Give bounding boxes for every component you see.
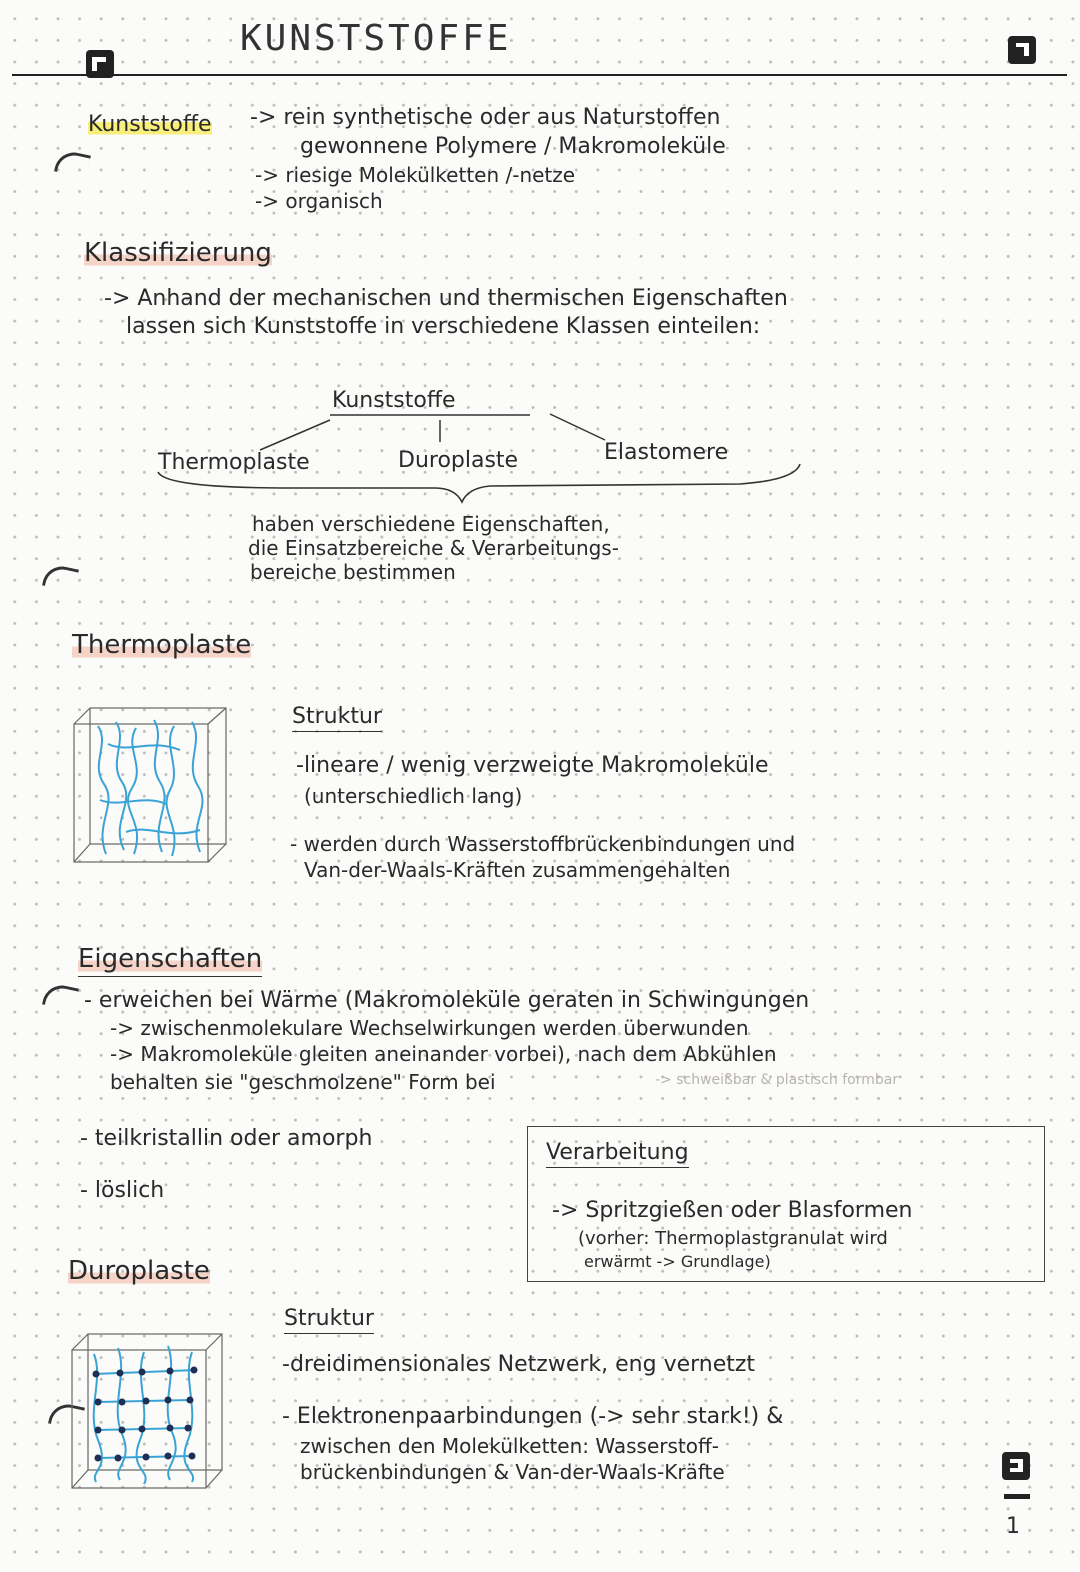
intro-line-1: -> rein synthetische oder aus Naturstoffen xyxy=(250,105,721,130)
thermoplaste-struktur-heading: Struktur xyxy=(292,704,382,732)
duroplaste-struktur-2a: - Elektronenpaarbindungen (-> sehr stark!) & xyxy=(282,1404,784,1429)
page-number: 1 xyxy=(1006,1514,1020,1539)
eigenschaften-2: - teilkristallin oder amorph xyxy=(80,1126,373,1151)
eigenschaften-1d: behalten sie "geschmolzene" Form bei xyxy=(110,1070,496,1094)
class-elastomere: Elastomere xyxy=(604,440,729,465)
duroplaste-struktur-2c: brückenbindungen & Van-der-Waals-Kräfte xyxy=(300,1460,725,1484)
duroplaste-struktur-2b: zwischen den Molekülketten: Wasserstoff- xyxy=(300,1434,719,1458)
binder-hole-icon xyxy=(54,149,91,178)
duroplaste-struktur-heading: Struktur xyxy=(284,1306,374,1334)
class-duroplaste: Duroplaste xyxy=(398,448,519,473)
binder-hole-icon xyxy=(42,563,79,592)
bookmark-icon-left xyxy=(86,50,114,78)
page-title: KUNSTSTOFFE xyxy=(240,18,512,59)
header-rule xyxy=(12,74,1067,76)
verarbeitung-heading: Verarbeitung xyxy=(546,1140,689,1168)
intro-line-2: gewonnene Polymere / Makromoleküle xyxy=(300,134,726,159)
eigenschaften-1b: -> zwischenmolekulare Wechselwirkungen werden überwunden xyxy=(110,1016,749,1040)
class-root: Kunststoffe xyxy=(332,388,456,413)
eigenschaften-1-note: -> schweißbar & plastisch formbar xyxy=(655,1072,899,1088)
eigenschaften-1a: - erweichen bei Wärme (Makromoleküle geraten in Schwingungen xyxy=(84,988,810,1013)
class-note-1: haben verschiedene Eigenschaften, xyxy=(252,512,610,536)
class-thermoplaste: Thermoplaste xyxy=(158,450,310,475)
thermoplaste-struktur-2a: - werden durch Wasserstoffbrückenbindungen und xyxy=(290,832,796,856)
thermoplast-structure-diagram xyxy=(70,704,232,868)
klassifizierung-line-1: -> Anhand der mechanischen und thermischen Eigenschaften xyxy=(104,286,788,311)
class-note-2: die Einsatzbereiche & Verarbeitungs- xyxy=(248,536,619,560)
section-heading-thermoplaste: Thermoplaste xyxy=(72,630,252,660)
thermoplaste-struktur-2b: Van-der-Waals-Kräften zusammengehalten xyxy=(304,858,731,882)
section-heading-eigenschaften: Eigenschaften xyxy=(78,944,262,977)
duroplaste-struktur-1: -dreidimensionales Netzwerk, eng vernetzt xyxy=(282,1352,756,1377)
section-heading-duroplaste: Duroplaste xyxy=(68,1256,210,1286)
intro-term: Kunststoffe xyxy=(88,112,212,137)
klassifizierung-line-2: lassen sich Kunststoffe in verschiedene Klassen einteilen: xyxy=(126,314,761,339)
eigenschaften-1c: -> Makromoleküle gleiten aneinander vorbei), nach dem Abkühlen xyxy=(110,1042,777,1066)
duroplast-structure-diagram xyxy=(68,1330,228,1492)
verarbeitung-3: erwärmt -> Grundlage) xyxy=(584,1252,771,1271)
intro-line-3: -> riesige Molekülketten /-netze xyxy=(255,163,576,187)
page-number-rule xyxy=(1004,1494,1030,1499)
thermoplaste-struktur-1b: (unterschiedlich lang) xyxy=(304,784,523,808)
eigenschaften-3: - löslich xyxy=(80,1178,165,1203)
intro-line-4: -> organisch xyxy=(255,189,383,213)
bookmark-icon-right xyxy=(1008,36,1036,64)
verarbeitung-1: -> Spritzgießen oder Blasformen xyxy=(552,1198,913,1223)
bookmark-icon-bottom xyxy=(1002,1452,1030,1480)
verarbeitung-2: (vorher: Thermoplastgranulat wird xyxy=(578,1228,888,1249)
class-note-3: bereiche bestimmen xyxy=(250,560,456,584)
thermoplaste-struktur-1a: -lineare / wenig verzweigte Makromoleküle xyxy=(296,753,769,778)
section-heading-klassifizierung: Klassifizierung xyxy=(84,238,272,268)
binder-hole-icon xyxy=(42,982,79,1011)
